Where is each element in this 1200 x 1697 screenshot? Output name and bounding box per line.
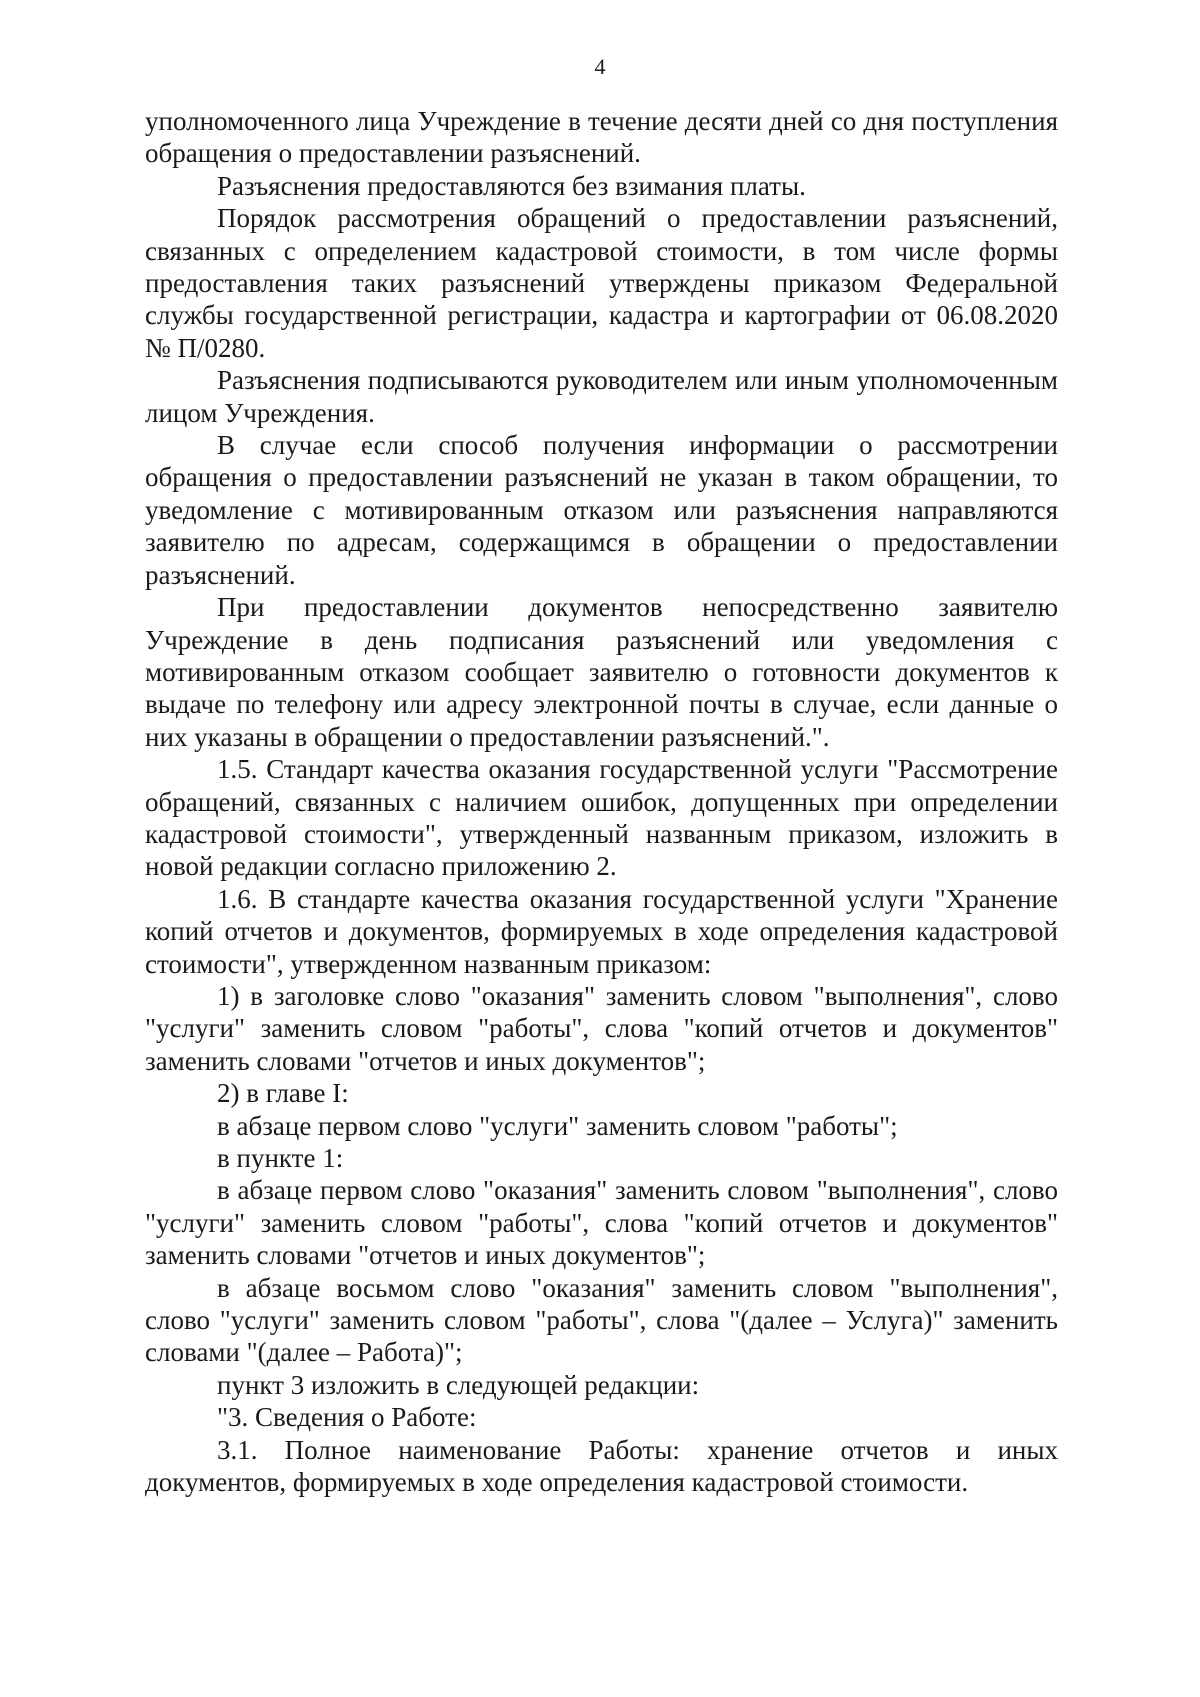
page-number: 4 (594, 54, 606, 79)
paragraph-signing: Разъяснения подписываются руководителем или иным уполномоченным лицом Учреждения. (145, 365, 1058, 428)
paragraph-item-1-5: 1.5. Стандарт качества оказания государственной услуги "Рассмотрение обращений, связанных с наличием ошибок, допущенных при определении кадастровой стоимости", утвержденный названным приказом, изложить в новой редакции согласно приложению 2. (145, 754, 1058, 882)
paragraph-first-abzac: в абзаце первом слово "услуги" заменить словом "работы"; (217, 1110, 898, 1141)
paragraph-section-3-heading: "3. Сведения о Работе: (217, 1402, 477, 1433)
paragraph-point-1-first-abzac: в абзаце первом слово "оказания" заменить словом "выполнения", слово "услуги" заменить словом "работы", слова "копий отчетов и документов" заменить словами "отчетов и иных документов"; (145, 1175, 1058, 1271)
paragraph-procedure: Порядок рассмотрения обращений о предоставлении разъяснений, связанных с определением кадастровой стоимости, в том числе формы предоставления таких разъяснений утверждены приказом Федеральной службы государственной регистрации, кадастра и картографии от 06.08.2020 № П/0280. (145, 203, 1058, 363)
document-body (145, 105, 1058, 1498)
paragraph-point-1: в пункте 1: (217, 1143, 344, 1173)
paragraph-subitem-1: 1) в заголовке слово "оказания" заменить словом "выполнения", слово "услуги" заменить словом "работы", слова "копий отчетов и документов" заменить словами "отчетов и иных документов"; (145, 980, 1058, 1076)
paragraph-free-of-charge: Разъяснения предоставляются без взимания платы. (217, 170, 806, 201)
paragraph-notification: В случае если способ получения информации о рассмотрении обращения о предоставлении разъяснений не указан в таком обращении, то уведомление с мотивированным отказом или разъяснения направляются заявителю по адресам, содержащимся в обращении о предоставлении разъяснений. (145, 430, 1058, 590)
paragraph-document-delivery: При предоставлении документов непосредственно заявителю Учреждение в день подписания разъяснений или уведомления с мотивированным отказом сообщает заявителю о готовности документов к выдаче по телефону или адресу электронной почты в случае, если данные о них указаны в обращении о предоставлении разъяснений.". (145, 592, 1058, 752)
paragraph-point-3: пункт 3 изложить в следующей редакции: (217, 1369, 700, 1400)
paragraph-continuation: уполномоченного лица Учреждение в течение десяти дней со дня поступления обращения о предоставлении разъяснений. (145, 106, 1058, 169)
paragraph-subitem-2: 2) в главе I: (217, 1078, 349, 1109)
paragraph-point-1-eighth-abzac: в абзаце восьмом слово "оказания" заменить словом "выполнения", слово "услуги" заменить словом "работы", слова "(далее – Услуга)" заменить словами "(далее – Работа)"; (145, 1272, 1058, 1368)
paragraph-item-1-6: 1.6. В стандарте качества оказания государственной услуги "Хранение копий отчетов и документов, формируемых в ходе определения кадастровой стоимости", утвержденном названным приказом: (145, 883, 1058, 979)
paragraph-section-3-1: 3.1. Полное наименование Работы: хранение отчетов и иных документов, формируемых в ходе определения кадастровой стоимости. (145, 1434, 1058, 1498)
